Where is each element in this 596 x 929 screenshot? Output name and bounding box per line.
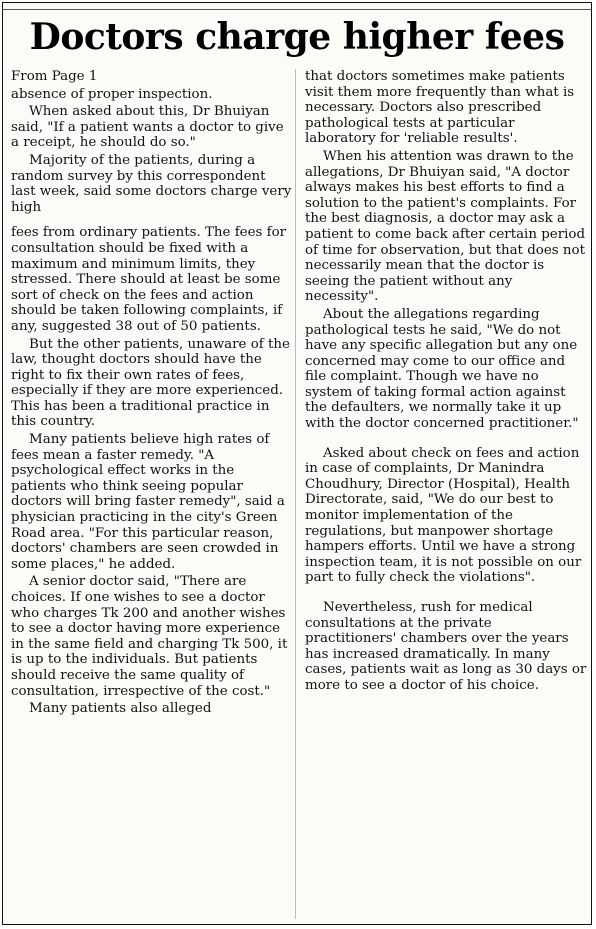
jump-label: From Page 1 bbox=[11, 69, 98, 84]
paragraph: About the allegations regarding pathological tests he said, "We do not have any specific allegation but any one concerned may come to our office and file complaint. Though we have no system of taking formal action against the defaulters, we normally take it up with the doctor concerned practitioner." bbox=[305, 306, 579, 432]
newspaper-clipping bbox=[2, 2, 592, 925]
paragraph: But the other patients, unaware of the law, thought doctors should have the right to fix their own rates of fees, especially if they are more experienced. This has been a traditional practice in this country. bbox=[11, 336, 290, 430]
right-column bbox=[305, 69, 587, 696]
paragraph: Majority of the patients, during a random survey by this correspondent last week, said some doctors charge very high bbox=[11, 152, 292, 215]
paragraph: Many patients also alleged bbox=[29, 701, 212, 717]
paragraph: A senior doctor said, "There are choices. If one wishes to see a doctor who charges Tk 200 and another wishes to see a doctor having more experience in the same field and charging Tk 500, it is up to the individuals. But patients should receive the same quality of consultation, irrespective of the cost." bbox=[11, 574, 288, 699]
paragraph: When his attention was drawn to the allegations, Dr Bhuiyan said, "A doctor always makes his best efforts to find a solution to the patient's complaints. For the best diagnosis, a doctor may ask a patient to come back after certain period of time for observation, but that does not necessarily mean that the doctor is seeing the patient without any necessity". bbox=[305, 148, 586, 305]
paragraph: Asked about check on fees and action in case of complaints, Dr Manindra Choudhury, Director (Hospital), Health Directorate, said, "We do our best to monitor implementation of the regulations, but manpower shortage hampers efforts. Until we have a strong inspection team, it is not possible on our part to fully check the violations". bbox=[305, 445, 582, 586]
column-divider bbox=[295, 69, 296, 919]
paragraph: absence of proper inspection. bbox=[11, 86, 213, 102]
left-column bbox=[11, 69, 293, 719]
headline: Doctors charge higher fees bbox=[29, 16, 565, 58]
paragraph: Many patients believe high rates of fees mean a faster remedy. "A psychological effect works in the patients who think seeing popular doctors will bring faster remedy", said a physician practicing in the city's Green Road area. "For this particular reason, doctors' chambers are seen crowded in some places," he added. bbox=[11, 432, 285, 572]
paragraph: fees from ordinary patients. The fees for consultation should be fixed with a maximum and minimum limits, they stressed. There should at least be some sort of check on the fees and action should be taken following complaints, if any, suggested 38 out of 50 patients. bbox=[11, 225, 287, 334]
paragraph: When asked about this, Dr Bhuiyan said, "If a patient wants a doctor to give a receipt, he should do so." bbox=[11, 104, 284, 151]
top-rule bbox=[3, 9, 591, 10]
paragraph: that doctors sometimes make patients visit them more frequently than what is necessary. Doctors also prescribed pathological tests at particular laboratory for 'reliable results'. bbox=[305, 69, 575, 147]
paragraph: Nevertheless, rush for medical consultations at the private practitioners' chambers over the years has increased dramatically. In many cases, patients wait as long as 30 days or more to see a doctor of his choice. bbox=[305, 600, 587, 693]
